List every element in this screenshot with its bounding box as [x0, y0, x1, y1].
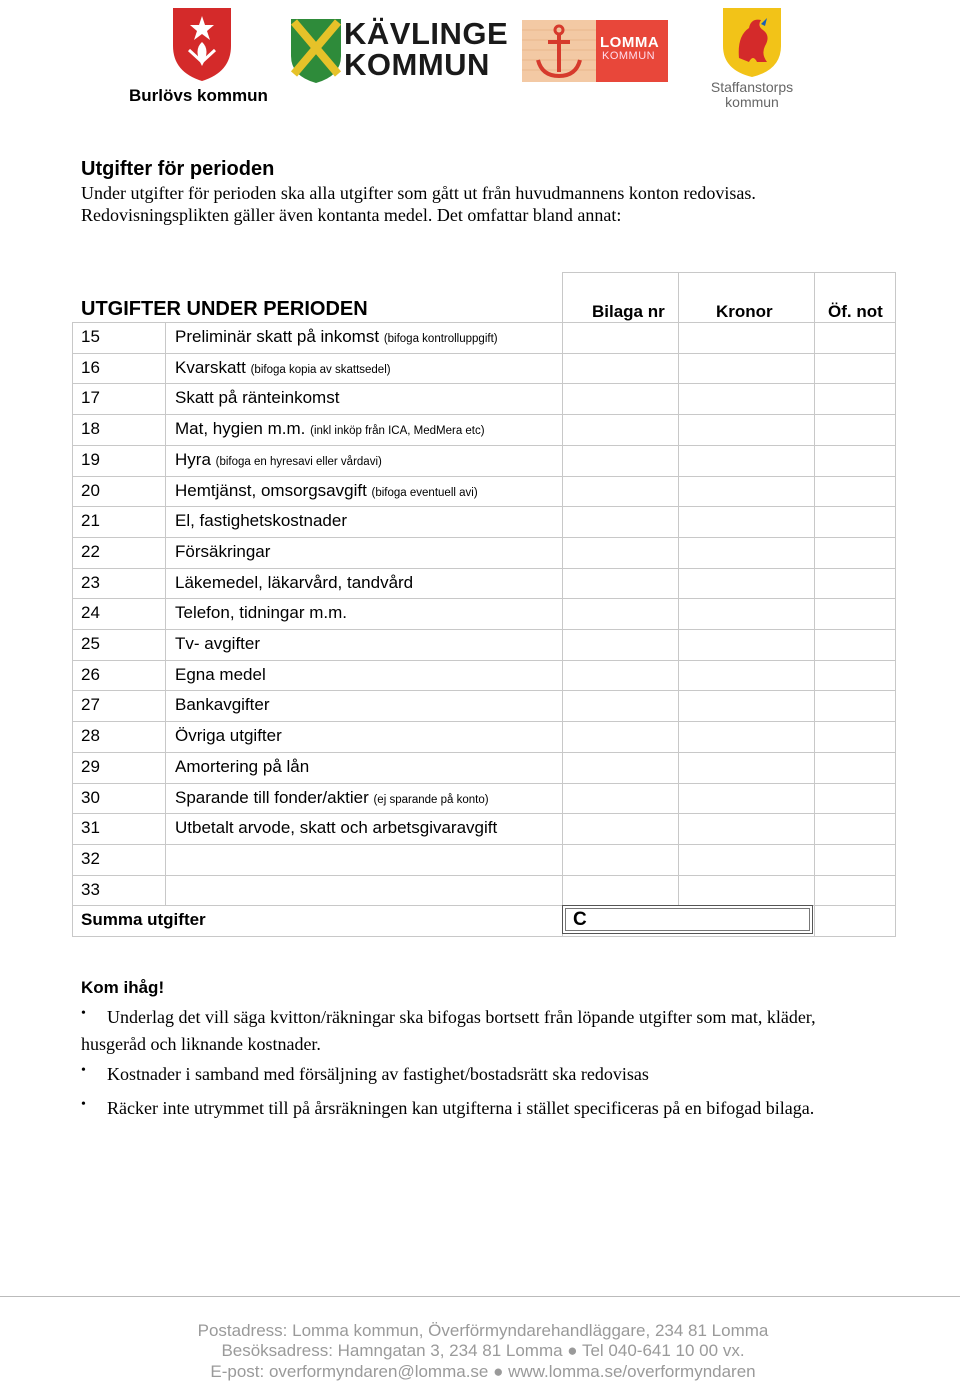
kavlinge-shield-icon	[290, 18, 342, 84]
of-not-cell[interactable]	[814, 568, 896, 599]
kronor-cell[interactable]	[678, 721, 814, 752]
of-not-cell[interactable]	[814, 476, 896, 507]
bilaga-cell[interactable]	[562, 506, 678, 537]
column-header-kronor: Kronor	[716, 302, 773, 321]
of-not-cell[interactable]	[814, 813, 896, 844]
bilaga-cell[interactable]	[562, 353, 678, 384]
section-intro: Under utgifter för perioden ska alla utgifter som gått ut från huvudmannens konton redovisas. Redovisningsplikten gäller även kontanta medel. Det omfattar bland annat:	[81, 183, 756, 225]
of-not-cell[interactable]	[814, 660, 896, 691]
kronor-cell[interactable]	[678, 414, 814, 445]
of-not-cell[interactable]	[814, 383, 896, 414]
row-label: Bankavgifter	[175, 695, 270, 715]
row-number: 15	[81, 327, 100, 346]
row-number: 30	[81, 787, 100, 807]
row-number: 19	[81, 449, 100, 469]
row-number: 24	[81, 603, 100, 623]
staffanstorp-logo	[721, 6, 783, 78]
row-label: Sparande till fonder/aktier (ej sparande på konto)	[175, 787, 489, 807]
row-number: 28	[81, 726, 100, 746]
lomma-logo	[522, 20, 596, 82]
burlov-logo	[171, 6, 233, 82]
staffanstorp-griffin-icon	[721, 6, 783, 78]
row-number: 32	[81, 848, 100, 868]
row-number: 26	[81, 664, 100, 684]
kronor-cell[interactable]	[678, 537, 814, 568]
remember-bullet: • Räcker inte utrymmet till på årsräkningen kan utgifterna i stället specificeras på en bifogad bilaga.	[81, 1095, 881, 1122]
bilaga-cell[interactable]	[562, 783, 678, 814]
table-row	[72, 322, 896, 352]
row-note: (bifoga kontrolluppgift)	[383, 333, 498, 345]
row-label: Tv- avgifter	[175, 634, 261, 653]
bilaga-cell[interactable]	[562, 445, 678, 476]
row-number: 17	[81, 388, 100, 408]
kronor-cell[interactable]	[678, 660, 814, 691]
of-not-cell[interactable]	[814, 844, 896, 875]
remember-bullet: • Kostnader i samband med försäljning av fastighet/bostadsrätt ska redovisas	[81, 1061, 881, 1088]
bullet-dot-icon: •	[81, 1097, 86, 1112]
footer-contact: E-post: overformyndaren@lomma.se ● www.lomma.se/overformyndaren	[210, 1362, 756, 1381]
burlov-name: Burlövs kommun	[129, 86, 268, 105]
table-row	[72, 629, 896, 659]
table-row	[72, 353, 896, 383]
lomma-sub: KOMMUN	[602, 50, 656, 62]
row-number: 25	[81, 634, 100, 653]
table-row	[72, 598, 896, 628]
kronor-cell[interactable]	[678, 568, 814, 599]
burlov-shield-icon	[171, 6, 233, 82]
bullet-dot-icon: •	[81, 1063, 86, 1078]
row-label: Skatt på ränteinkomst	[175, 388, 340, 408]
row-note: (bifoga eventuell avi)	[371, 486, 478, 499]
bilaga-cell[interactable]	[562, 721, 678, 752]
table-row	[72, 875, 896, 905]
sum-label: Summa utgifter	[81, 910, 206, 929]
of-not-cell[interactable]	[814, 353, 896, 384]
table-row	[72, 690, 896, 720]
row-number: 27	[81, 695, 100, 715]
of-not-cell[interactable]	[814, 414, 896, 445]
row-label: Preliminär skatt på inkomst (bifoga kontrolluppgift)	[175, 327, 498, 346]
bilaga-cell[interactable]	[562, 690, 678, 721]
kronor-cell[interactable]	[678, 506, 814, 537]
bullet-dot-icon: •	[81, 1006, 86, 1021]
sum-value: C	[573, 909, 587, 930]
section-heading: Utgifter för perioden	[81, 158, 275, 180]
row-label: Läkemedel, läkarvård, tandvård	[175, 572, 414, 592]
kronor-cell[interactable]	[678, 752, 814, 783]
bilaga-cell[interactable]	[562, 476, 678, 507]
row-note: (bifoga en hyresavi eller vårdavi)	[215, 455, 382, 468]
row-note: (ej sparande på konto)	[373, 793, 489, 806]
table-row	[72, 660, 896, 690]
row-label: Egna medel	[175, 664, 266, 684]
kavlinge-name: KÄVLINGE KOMMUN	[344, 16, 509, 82]
of-not-cell[interactable]	[814, 322, 896, 353]
bilaga-cell[interactable]	[562, 752, 678, 783]
row-label: El, fastighetskostnader	[175, 511, 347, 531]
row-label: Hyra (bifoga en hyresavi eller vårdavi)	[175, 449, 382, 469]
table-row	[72, 721, 896, 751]
footer-postal-address: Postadress: Lomma kommun, Överförmyndarehandläggare, 234 81 Lomma	[197, 1321, 769, 1340]
kronor-cell[interactable]	[678, 813, 814, 844]
footer-divider	[0, 1296, 960, 1297]
table-row	[72, 445, 896, 475]
lomma-name: LOMMA	[600, 34, 660, 51]
row-label: Utbetalt arvode, skatt och arbetsgivaravgift	[175, 818, 498, 838]
table-row	[72, 752, 896, 782]
footer-visit-address: Besöksadress: Hamngatan 3, 234 81 Lomma ● Tel 040-641 10 00 vx.	[221, 1341, 745, 1360]
kronor-cell[interactable]	[678, 783, 814, 814]
remember-bullet: • Underlag det vill säga kvitton/räkningar ska bifogas bortsett från löpande utgifter som mat, kläder, husgeråd och liknande kostnader.	[81, 1004, 881, 1058]
table-row-divider	[72, 936, 896, 937]
of-not-cell[interactable]	[814, 721, 896, 752]
kronor-cell[interactable]	[678, 445, 814, 476]
bilaga-cell[interactable]	[562, 598, 678, 629]
table-header-border	[562, 272, 896, 273]
row-number: 18	[81, 419, 100, 439]
row-number: 31	[81, 818, 100, 838]
of-not-cell[interactable]	[814, 629, 896, 660]
kronor-cell[interactable]	[678, 844, 814, 875]
table-row	[72, 383, 896, 413]
table-row	[72, 813, 896, 843]
row-number: 20	[81, 480, 100, 500]
of-not-cell[interactable]	[814, 537, 896, 568]
table-row	[72, 414, 896, 444]
bilaga-cell[interactable]	[562, 322, 678, 353]
bilaga-cell[interactable]	[562, 629, 678, 660]
table-row	[72, 568, 896, 598]
row-label: Kvarskatt (bifoga kopia av skattsedel)	[175, 357, 391, 377]
bilaga-cell[interactable]	[562, 537, 678, 568]
kronor-cell[interactable]	[678, 476, 814, 507]
table-title: UTGIFTER UNDER PERIODEN	[81, 298, 368, 320]
row-label: Amortering på lån	[175, 756, 310, 776]
kronor-cell[interactable]	[678, 629, 814, 660]
column-header-of-not: Öf. not	[828, 302, 883, 321]
staffanstorp-name: Staffanstorps kommun	[710, 79, 794, 110]
of-not-cell[interactable]	[814, 445, 896, 476]
kronor-cell[interactable]	[678, 383, 814, 414]
table-row	[72, 506, 896, 536]
bilaga-cell[interactable]	[562, 660, 678, 691]
of-not-cell[interactable]	[814, 752, 896, 783]
remember-heading: Kom ihåg!	[81, 978, 165, 997]
row-note: (bifoga kopia av skattsedel)	[250, 363, 391, 376]
bilaga-cell[interactable]	[562, 844, 678, 875]
row-number: 16	[81, 357, 100, 377]
row-number: 22	[81, 541, 100, 561]
row-label: Mat, hygien m.m. (inkl inköp från ICA, MedMera etc)	[175, 419, 485, 439]
row-label: Övriga utgifter	[175, 726, 282, 746]
of-not-cell[interactable]	[814, 875, 896, 906]
kavlinge-logo	[290, 18, 342, 84]
row-number: 21	[81, 511, 100, 531]
bilaga-cell[interactable]	[562, 568, 678, 599]
bilaga-cell[interactable]	[562, 414, 678, 445]
bilaga-cell[interactable]	[562, 383, 678, 414]
table-row	[72, 537, 896, 567]
kronor-cell[interactable]	[678, 875, 814, 906]
kronor-cell[interactable]	[678, 353, 814, 384]
kronor-cell[interactable]	[678, 598, 814, 629]
column-header-bilaga: Bilaga nr	[592, 302, 665, 321]
table-row	[72, 844, 896, 874]
table-row	[72, 476, 896, 506]
row-label: Hemtjänst, omsorgsavgift (bifoga eventuell avi)	[175, 480, 478, 500]
table-row	[72, 783, 896, 813]
row-number: 29	[81, 756, 100, 776]
row-label: Försäkringar	[175, 541, 271, 561]
row-label: Telefon, tidningar m.m.	[175, 603, 347, 623]
of-not-cell[interactable]	[814, 598, 896, 629]
kronor-cell[interactable]	[678, 322, 814, 353]
of-not-cell[interactable]	[814, 506, 896, 537]
row-number: 23	[81, 572, 100, 592]
of-not-cell[interactable]	[814, 783, 896, 814]
kronor-cell[interactable]	[678, 690, 814, 721]
of-not-cell[interactable]	[814, 690, 896, 721]
lomma-anchor-icon	[522, 20, 596, 82]
row-note: (inkl inköp från ICA, MedMera etc)	[310, 425, 485, 438]
bilaga-cell[interactable]	[562, 875, 678, 906]
bilaga-cell[interactable]	[562, 813, 678, 844]
row-number: 33	[81, 879, 100, 899]
sum-value-field[interactable]	[562, 905, 813, 934]
